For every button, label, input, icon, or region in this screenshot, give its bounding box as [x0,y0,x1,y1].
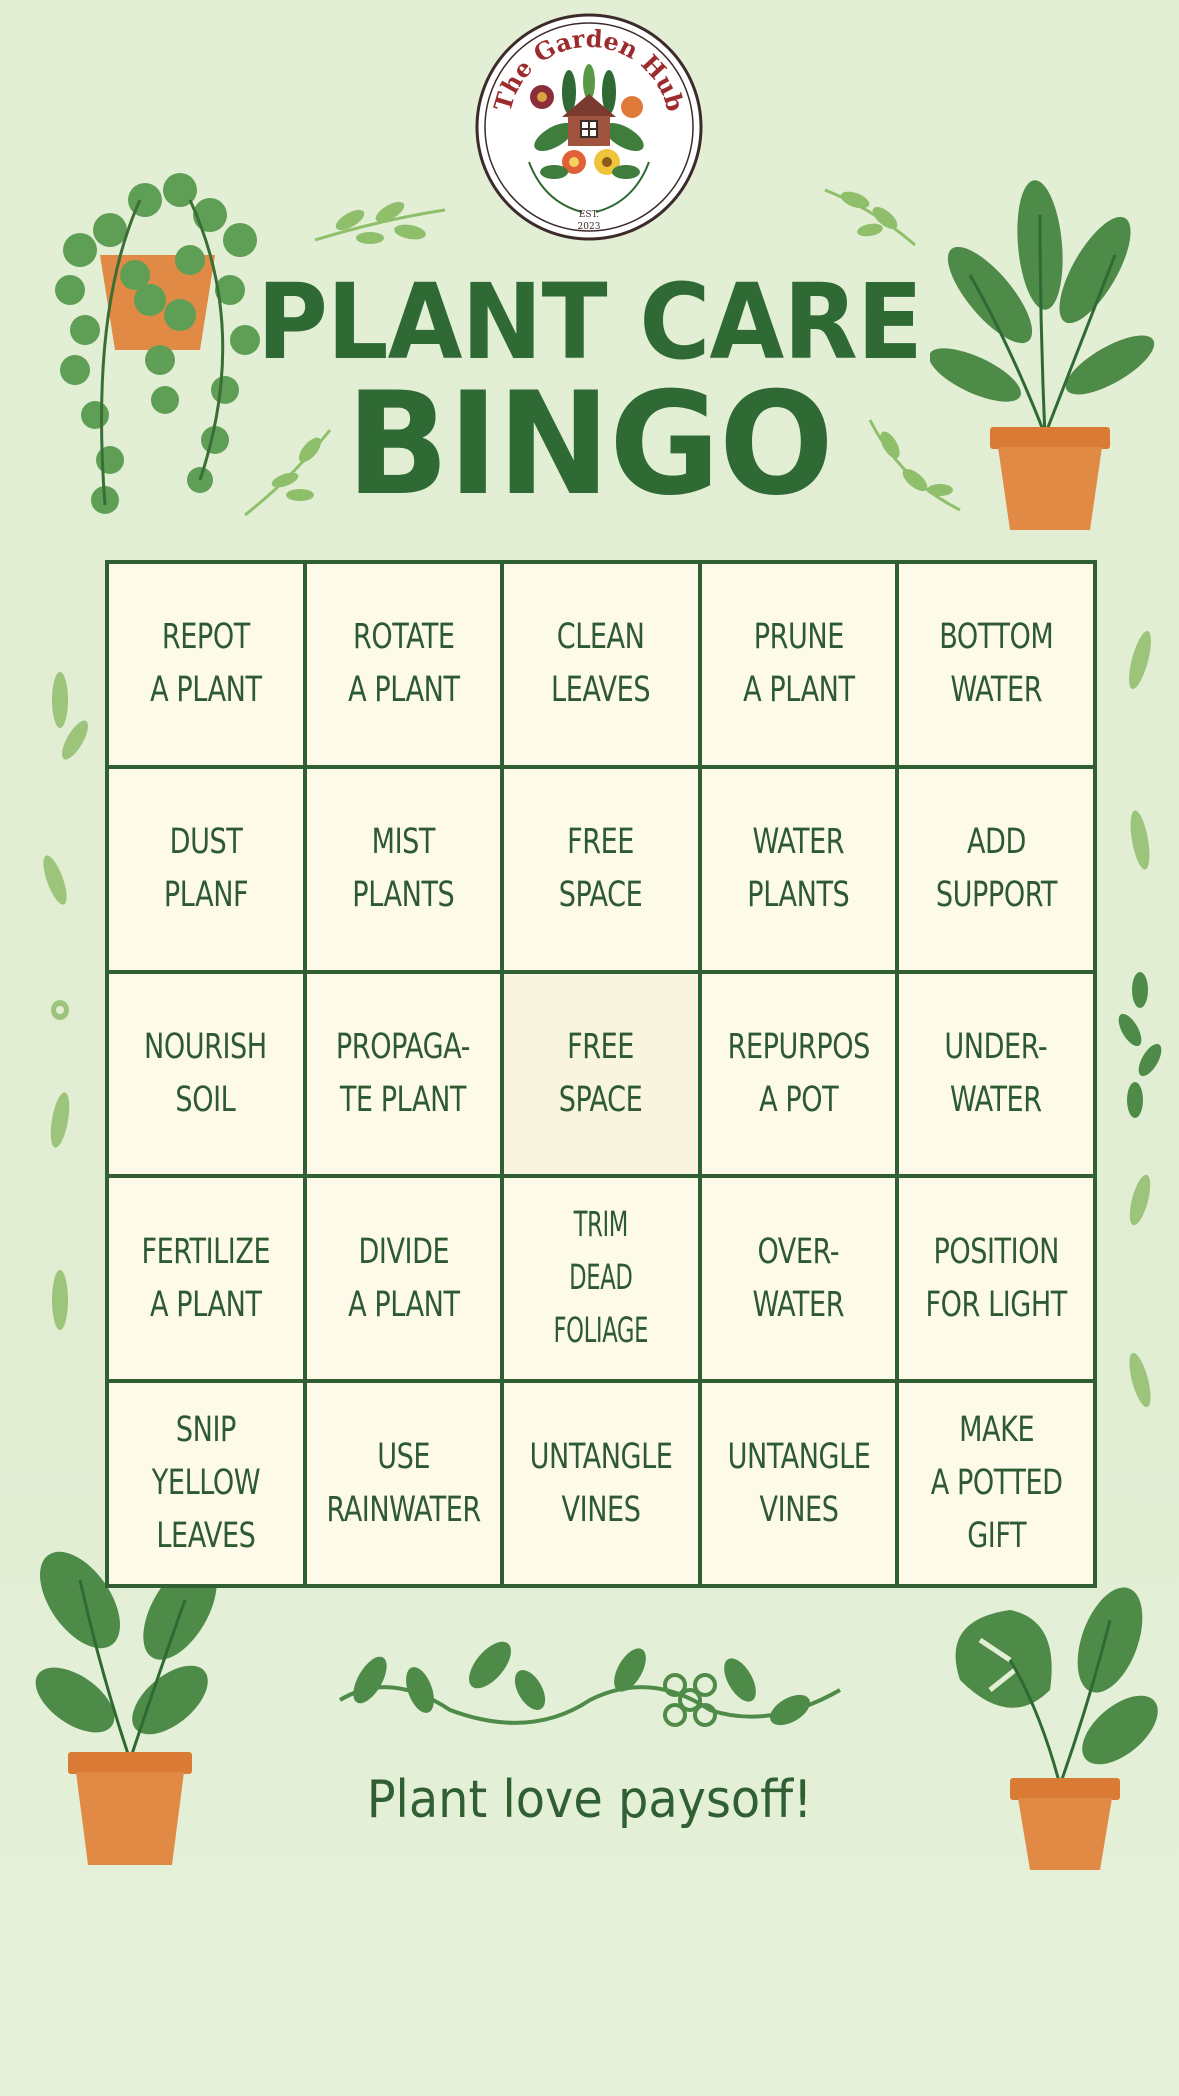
bingo-cell[interactable]: DUST PLANF [109,769,303,970]
bingo-cell[interactable]: FERTILIZE A PLANT [109,1178,303,1379]
bingo-cell[interactable]: TRIM DEAD FOLIAGE [504,1178,698,1379]
leaf-sprig-icon [1110,600,1170,1500]
bingo-cell[interactable]: WATER PLANTS [702,769,896,970]
garden-hub-logo [474,12,704,242]
footer-tagline: Plant love paysoff! [366,1770,813,1830]
bingo-cell[interactable]: MIST PLANTS [307,769,501,970]
bingo-cell[interactable]: UNTANGLE VINES [504,1383,698,1584]
bingo-cell[interactable]: MAKE A POTTED GIFT [899,1383,1093,1584]
leaf-sprig-icon [815,180,925,250]
bingo-cell-free-space[interactable]: FREE SPACE [504,769,698,970]
logo-name: The Garden Hub [487,23,691,115]
bingo-cell[interactable]: NOURISH SOIL [109,974,303,1175]
monstera-plant-icon [930,1560,1160,1880]
bingo-cell[interactable]: PROPAGA- TE PLANT [307,974,501,1175]
bingo-cell[interactable]: USE RAINWATER [307,1383,501,1584]
bingo-cell[interactable]: UNDER- WATER [899,974,1093,1175]
leaf-sprig-icon [310,190,450,250]
flower-vine-icon [330,1630,850,1750]
bingo-cell[interactable]: POSITION FOR LIGHT [899,1178,1093,1379]
bingo-cell[interactable]: OVER- WATER [702,1178,896,1379]
bingo-cell-free-space[interactable]: FREE SPACE [504,974,698,1175]
bingo-cell[interactable]: SNIP YELLOW LEAVES [109,1383,303,1584]
bingo-cell[interactable]: REPOT A PLANT [109,564,303,765]
bingo-cell[interactable]: ROTATE A PLANT [307,564,501,765]
bingo-grid [105,560,1097,1588]
leaf-sprig-icon [30,660,100,1380]
page-title-line1: PLANT CARE [256,261,923,383]
bingo-cell[interactable]: ADD SUPPORT [899,769,1093,970]
bingo-cell[interactable]: DIVIDE A PLANT [307,1178,501,1379]
bingo-cell[interactable]: BOTTOM WATER [899,564,1093,765]
logo-est-label: EST. [578,210,600,220]
bingo-cell[interactable]: REPURPOS A POT [702,974,896,1175]
bingo-cell[interactable]: UNTANGLE VINES [702,1383,896,1584]
page-title-line2: BINGO [346,362,833,527]
logo-est-year: 2023 [577,222,601,232]
bingo-cell[interactable]: CLEAN LEAVES [504,564,698,765]
bingo-cell[interactable]: PRUNE A PLANT [702,564,896,765]
